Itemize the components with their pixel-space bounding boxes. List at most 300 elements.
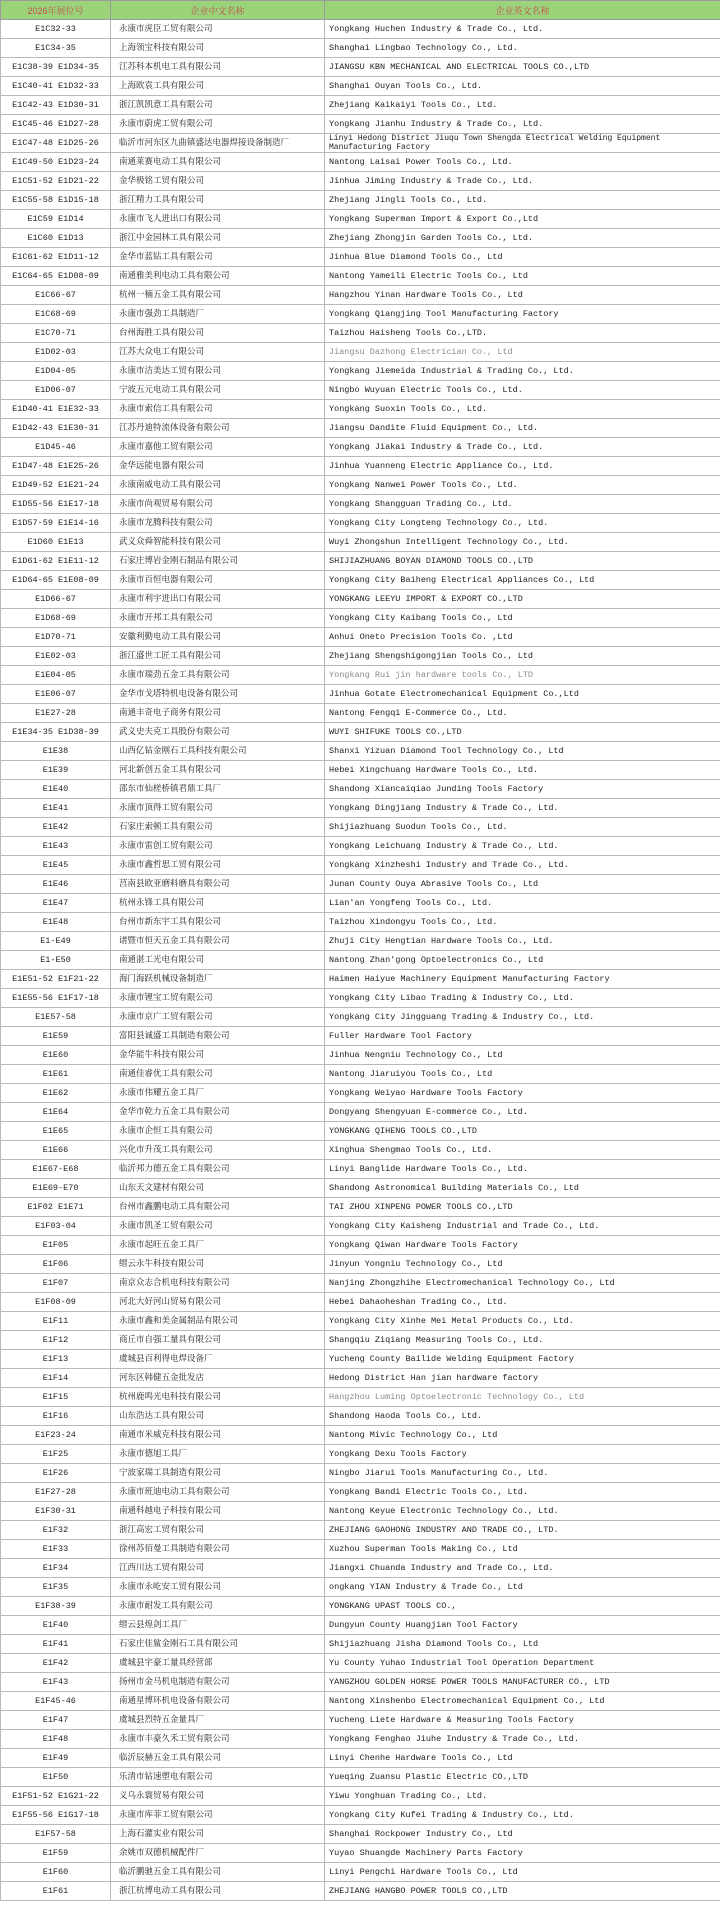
english-name-cell: Yongkang Qiwan Hardware Tools Factory — [325, 1236, 720, 1255]
table-row — [1, 1635, 720, 1654]
chinese-name-cell: 临沂鹏驰五金工具有限公司 — [111, 1863, 325, 1882]
table-row — [1, 894, 720, 913]
table-row — [1, 571, 720, 590]
english-name-cell: Hebei Xingchuang Hardware Tools Co., Ltd. — [325, 761, 720, 780]
table-row — [1, 1597, 720, 1616]
table-row — [1, 590, 720, 609]
table-row — [1, 1426, 720, 1445]
table-row — [1, 1046, 720, 1065]
booth-number-cell: E1E34-35 E1D38-39 — [1, 723, 111, 742]
booth-number-cell: E1C45-46 E1D27-28 — [1, 115, 111, 134]
table-row — [1, 191, 720, 210]
booth-number-cell: E1F23-24 — [1, 1426, 111, 1445]
table-row — [1, 1407, 720, 1426]
table-row — [1, 609, 720, 628]
english-name-cell: Zhuji City Hengtian Hardware Tools Co., Ltd. — [325, 932, 720, 951]
booth-number-cell: E1F45-46 — [1, 1692, 111, 1711]
table-row — [1, 229, 720, 248]
booth-number-cell: E1F43 — [1, 1673, 111, 1692]
english-name-cell: Ningbo Wuyuan Electric Tools Co., Ltd. — [325, 381, 720, 400]
chinese-name-cell: 永康市凯圣工贸有限公司 — [111, 1217, 325, 1236]
chinese-name-cell: 莒南县欧亚磨料磨具有限公司 — [111, 875, 325, 894]
english-name-cell: YONGKANG LEEYU IMPORT & EXPORT CO.,LTD — [325, 590, 720, 609]
chinese-name-cell: 诸暨市恒天五金工具有限公司 — [111, 932, 325, 951]
booth-number-cell: E1-E50 — [1, 951, 111, 970]
english-name-cell: Yongkang Bandi Electric Tools Co., Ltd. — [325, 1483, 720, 1502]
english-name-cell: Xinghua Shengmao Tools Co., Ltd. — [325, 1141, 720, 1160]
table-row — [1, 267, 720, 286]
chinese-name-cell: 永康市伟耀五金工具厂 — [111, 1084, 325, 1103]
booth-number-cell: E1F11 — [1, 1312, 111, 1331]
english-name-cell: Yongkang Leichuang Industry & Trade Co., Ltd. — [325, 837, 720, 856]
booth-number-cell: E1E04-05 — [1, 666, 111, 685]
english-name-cell: Linyi Chenhe Hardware Tools Co., Ltd — [325, 1749, 720, 1768]
english-name-cell: Yongkang City Kaibang Tools Co., Ltd — [325, 609, 720, 628]
table-row — [1, 818, 720, 837]
english-name-cell: Yongkang Suoxin Tools Co., Ltd. — [325, 400, 720, 419]
table-row — [1, 780, 720, 799]
chinese-name-cell: 台州市新东宇工具有限公司 — [111, 913, 325, 932]
table-row — [1, 381, 720, 400]
chinese-name-cell: 武义史夫克工具股份有限公司 — [111, 723, 325, 742]
chinese-name-cell: 永康市丰豪久禾工贸有限公司 — [111, 1730, 325, 1749]
table-row — [1, 533, 720, 552]
table-row — [1, 1559, 720, 1578]
table-row — [1, 1122, 720, 1141]
booth-number-cell: E1E64 — [1, 1103, 111, 1122]
english-name-cell: Ningbo Jiarui Tools Manufacturing Co., Ltd. — [325, 1464, 720, 1483]
booth-number-cell: E1F35 — [1, 1578, 111, 1597]
english-name-cell: Nantong Keyue Electronic Technology Co., Ltd. — [325, 1502, 720, 1521]
booth-number-cell: E1D70-71 — [1, 628, 111, 647]
english-name-cell: Junan County Ouya Abrasive Tools Co., Ltd — [325, 875, 720, 894]
english-name-cell: Jinyun Yongniu Technology Co., Ltd — [325, 1255, 720, 1274]
english-name-cell: Fuller Hardware Tool Factory — [325, 1027, 720, 1046]
booth-number-cell: E1D49-52 E1E21-24 — [1, 476, 111, 495]
english-name-cell: Shijiazhuang Suodun Tools Co., Ltd. — [325, 818, 720, 837]
english-name-cell: Jiangxi Chuanda Industry and Trade Co., Ltd. — [325, 1559, 720, 1578]
table-row — [1, 1844, 720, 1863]
booth-number-cell: E1D66-67 — [1, 590, 111, 609]
english-name-cell: ongkang YIAN Industry & Trade Co., Ltd — [325, 1578, 720, 1597]
english-name-cell: YONGKANG QIHENG TOOLS CO.,LTD — [325, 1122, 720, 1141]
booth-number-cell: E1C38-39 E1D34-35 — [1, 58, 111, 77]
table-row — [1, 723, 720, 742]
booth-number-cell: E1E41 — [1, 799, 111, 818]
english-name-cell: Lian'an Yongfeng Tools Co., Ltd. — [325, 894, 720, 913]
booth-number-cell: E1E48 — [1, 913, 111, 932]
table-row — [1, 1179, 720, 1198]
english-name-cell: Jinhua Blue Diamond Tools Co., Ltd — [325, 248, 720, 267]
english-name-cell: Linyi Pengchi Hardware Tools Co., Ltd — [325, 1863, 720, 1882]
booth-number-cell: E1C55-58 E1D15-18 — [1, 191, 111, 210]
chinese-name-cell: 安徽利勤电动工具有限公司 — [111, 628, 325, 647]
english-name-cell: WUYI SHIFUKE TOOLS CO.,LTD — [325, 723, 720, 742]
table-row — [1, 343, 720, 362]
english-name-cell: Yucheng County Bailide Welding Equipment Factory — [325, 1350, 720, 1369]
table-row — [1, 362, 720, 381]
booth-number-cell: E1F49 — [1, 1749, 111, 1768]
booth-number-cell: E1F51-52 E1G21-22 — [1, 1787, 111, 1806]
table-row — [1, 761, 720, 780]
table-row — [1, 58, 720, 77]
booth-number-cell: E1D47-48 E1E25-26 — [1, 457, 111, 476]
english-name-cell: Dongyang Shengyuan E-commerce Co., Ltd. — [325, 1103, 720, 1122]
english-name-cell: ZHEJIANG GAOHONG INDUSTRY AND TRADE CO., LTD. — [325, 1521, 720, 1540]
table-row — [1, 742, 720, 761]
table-row — [1, 324, 720, 343]
chinese-name-cell: 江苏丹迪特流体设备有限公司 — [111, 419, 325, 438]
booth-number-cell: E1E27-28 — [1, 704, 111, 723]
booth-number-cell: E1F40 — [1, 1616, 111, 1635]
chinese-name-cell: 河东区韩健五金批发店 — [111, 1369, 325, 1388]
table-row — [1, 1654, 720, 1673]
table-row — [1, 1160, 720, 1179]
table-row — [1, 172, 720, 191]
table-row — [1, 1293, 720, 1312]
booth-number-cell: E1D06-07 — [1, 381, 111, 400]
english-name-cell: Yongkang City Kufei Trading & Industry Co., Ltd. — [325, 1806, 720, 1825]
english-name-cell: Nantong Yameili Electric Tools Co., Ltd — [325, 267, 720, 286]
english-name-cell: Yucheng Liete Hardware & Measuring Tools Factory — [325, 1711, 720, 1730]
booth-number-cell: E1F57-58 — [1, 1825, 111, 1844]
chinese-name-cell: 上海石灌实业有限公司 — [111, 1825, 325, 1844]
english-name-cell: Nantong Zhan'gong Optoelectronics Co., Ltd — [325, 951, 720, 970]
table-row — [1, 1616, 720, 1635]
english-name-cell: Shanghai Rockpower Industry Co., Ltd — [325, 1825, 720, 1844]
table-row — [1, 856, 720, 875]
table-row — [1, 1692, 720, 1711]
booth-number-cell: E1C42-43 E1D30-31 — [1, 96, 111, 115]
chinese-name-cell: 南通市米威克科技有限公司 — [111, 1426, 325, 1445]
chinese-name-cell: 富阳县诚盛工具制造有限公司 — [111, 1027, 325, 1046]
english-name-cell: Nantong Fengqi E-Commerce Co., Ltd. — [325, 704, 720, 723]
booth-number-cell: E1D64-65 E1E08-09 — [1, 571, 111, 590]
table-row — [1, 913, 720, 932]
table-row — [1, 1540, 720, 1559]
chinese-name-cell: 武义众舜智能科技有限公司 — [111, 533, 325, 552]
chinese-name-cell: 浙江高宏工贸有限公司 — [111, 1521, 325, 1540]
chinese-name-cell: 南通星博环机电设备有限公司 — [111, 1692, 325, 1711]
booth-number-cell: E1F15 — [1, 1388, 111, 1407]
table-row — [1, 153, 720, 172]
english-name-cell: Linyi Banglide Hardware Tools Co., Ltd. — [325, 1160, 720, 1179]
english-name-cell: Yongkang Dingjiang Industry & Trade Co., Ltd. — [325, 799, 720, 818]
booth-number-cell: E1D02-03 — [1, 343, 111, 362]
chinese-name-cell: 永康市耐发工具有限公司 — [111, 1597, 325, 1616]
table-row — [1, 1749, 720, 1768]
booth-number-cell: E1F14 — [1, 1369, 111, 1388]
english-name-cell: Nantong Mivic Technology Co., Ltd — [325, 1426, 720, 1445]
booth-number-cell: E1C60 E1D13 — [1, 229, 111, 248]
chinese-name-cell: 永康市开邦工具有限公司 — [111, 609, 325, 628]
table-row — [1, 514, 720, 533]
table-row — [1, 419, 720, 438]
english-name-cell: Jinhua Yuanneng Electric Appliance Co., Ltd. — [325, 457, 720, 476]
table-row — [1, 704, 720, 723]
booth-number-cell: E1C34-35 — [1, 39, 111, 58]
chinese-name-cell: 河北新创五金工具有限公司 — [111, 761, 325, 780]
english-name-cell: Haimen Haiyue Machinery Equipment Manufacturing Factory — [325, 970, 720, 989]
chinese-name-cell: 余姚市双德机械配件厂 — [111, 1844, 325, 1863]
booth-number-cell: E1F25 — [1, 1445, 111, 1464]
booth-number-cell: E1E69-E70 — [1, 1179, 111, 1198]
chinese-name-cell: 永康市鑫和美金属制品有限公司 — [111, 1312, 325, 1331]
booth-number-cell: E1F59 — [1, 1844, 111, 1863]
table-row — [1, 1065, 720, 1084]
booth-number-cell: E1F16 — [1, 1407, 111, 1426]
chinese-name-cell: 山东天文建材有限公司 — [111, 1179, 325, 1198]
booth-number-cell: E1F42 — [1, 1654, 111, 1673]
booth-number-cell: E1D61-62 E1E11-12 — [1, 552, 111, 571]
chinese-name-cell: 江西川达工贸有限公司 — [111, 1559, 325, 1578]
chinese-name-cell: 永康市瑞劲五金工具有限公司 — [111, 666, 325, 685]
booth-number-cell: E1E02-03 — [1, 647, 111, 666]
chinese-name-cell: 兴化市升茂工具有限公司 — [111, 1141, 325, 1160]
chinese-name-cell: 永康市雷创工贸有限公司 — [111, 837, 325, 856]
chinese-name-cell: 永康市索信工具有限公司 — [111, 400, 325, 419]
table-row — [1, 1103, 720, 1122]
table-row — [1, 685, 720, 704]
english-name-cell: Shandong Astronomical Building Materials Co., Ltd — [325, 1179, 720, 1198]
booth-number-cell: E1E62 — [1, 1084, 111, 1103]
table-row — [1, 1198, 720, 1217]
table-row — [1, 286, 720, 305]
booth-number-cell: E1D40-41 E1E32-33 — [1, 400, 111, 419]
table-row — [1, 1502, 720, 1521]
chinese-name-cell: 上海欧袁工具有限公司 — [111, 77, 325, 96]
english-name-cell: Yongkang Jianhu Industry & Trade Co., Ltd. — [325, 115, 720, 134]
chinese-name-cell: 临沂辰赫五金工具有限公司 — [111, 1749, 325, 1768]
chinese-name-cell: 山东浩达工具有限公司 — [111, 1407, 325, 1426]
booth-number-cell: E1C40-41 E1D32-33 — [1, 77, 111, 96]
booth-number-cell: E1C64-65 E1D08-09 — [1, 267, 111, 286]
english-name-cell: Yongkang Dexu Tools Factory — [325, 1445, 720, 1464]
header-booth-number: 2026年展位号 — [1, 1, 111, 20]
table-row — [1, 1483, 720, 1502]
english-name-cell: Yongkang City Libao Trading & Industry Co., Ltd. — [325, 989, 720, 1008]
table-row — [1, 438, 720, 457]
booth-number-cell: E1F61 — [1, 1882, 111, 1901]
english-name-cell: Shijiazhuang Jisha Diamond Tools Co., Ltd — [325, 1635, 720, 1654]
table-row — [1, 951, 720, 970]
english-name-cell: Yongkang Fenghao Jiuhe Industry & Trade Co., Ltd. — [325, 1730, 720, 1749]
chinese-name-cell: 江苏科本机电工具有限公司 — [111, 58, 325, 77]
booth-number-cell: E1D45-46 — [1, 438, 111, 457]
booth-number-cell: E1C70-71 — [1, 324, 111, 343]
english-name-cell: Hebei Dahaoheshan Trading Co., Ltd. — [325, 1293, 720, 1312]
table-row — [1, 1673, 720, 1692]
chinese-name-cell: 永康市尚观贸易有限公司 — [111, 495, 325, 514]
chinese-name-cell: 永康南威电动工具有限公司 — [111, 476, 325, 495]
english-name-cell: Yongkang City Jingguang Trading & Industry Co., Ltd. — [325, 1008, 720, 1027]
english-name-cell: Yongkang Shangguan Trading Co., Ltd. — [325, 495, 720, 514]
chinese-name-cell: 永康市洁美达工贸有限公司 — [111, 362, 325, 381]
booth-number-cell: E1F05 — [1, 1236, 111, 1255]
english-name-cell: JIANGSU KBN MECHANICAL AND ELECTRICAL TOOLS CO.,LTD — [325, 58, 720, 77]
table-row — [1, 1806, 720, 1825]
booth-number-cell: E1E59 — [1, 1027, 111, 1046]
english-name-cell: YONGKANG UPAST TOOLS CO., — [325, 1597, 720, 1616]
booth-number-cell: E1E55-56 E1F17-18 — [1, 989, 111, 1008]
chinese-name-cell: 金华市蓝钻工具有限公司 — [111, 248, 325, 267]
table-row — [1, 1578, 720, 1597]
chinese-name-cell: 永康市鑫哲思工贸有限公司 — [111, 856, 325, 875]
table-row — [1, 875, 720, 894]
english-name-cell: Zhejiang Kaikaiyi Tools Co., Ltd. — [325, 96, 720, 115]
chinese-name-cell: 永康市飞人进出口有限公司 — [111, 210, 325, 229]
chinese-name-cell: 台州海胜工具有限公司 — [111, 324, 325, 343]
booth-number-cell: E1D55-56 E1E17-18 — [1, 495, 111, 514]
table-row — [1, 647, 720, 666]
chinese-name-cell: 南通湛工光电有限公司 — [111, 951, 325, 970]
chinese-name-cell: 金华极铭工贸有限公司 — [111, 172, 325, 191]
booth-number-cell: E1F30-31 — [1, 1502, 111, 1521]
chinese-name-cell: 南通雅美利电动工具有限公司 — [111, 267, 325, 286]
table-row — [1, 476, 720, 495]
booth-number-cell: E1D68-69 — [1, 609, 111, 628]
booth-number-cell: E1F07 — [1, 1274, 111, 1293]
booth-number-cell: E1C68-69 — [1, 305, 111, 324]
booth-number-cell: E1F33 — [1, 1540, 111, 1559]
english-name-cell: Shangqiu Ziqiang Measuring Tools Co., Ltd. — [325, 1331, 720, 1350]
chinese-name-cell: 临沂市河东区九曲镇盛达电器焊接设备制造厂 — [111, 134, 325, 153]
english-name-cell: Hedong District Han jian hardware factory — [325, 1369, 720, 1388]
table-row — [1, 837, 720, 856]
chinese-name-cell: 南通丰奇电子商务有限公司 — [111, 704, 325, 723]
english-name-cell: Yongkang Nanwei Power Tools Co., Ltd. — [325, 476, 720, 495]
booth-number-cell: E1E45 — [1, 856, 111, 875]
table-row — [1, 1236, 720, 1255]
booth-number-cell: E1F48 — [1, 1730, 111, 1749]
chinese-name-cell: 浙江杭博电动工具有限公司 — [111, 1882, 325, 1901]
chinese-name-cell: 上海领宝科技有限公司 — [111, 39, 325, 58]
booth-number-cell: E1-E49 — [1, 932, 111, 951]
booth-number-cell: E1C61-62 E1D11-12 — [1, 248, 111, 267]
chinese-name-cell: 浙江中金园林工具有限公司 — [111, 229, 325, 248]
chinese-name-cell: 石家庄佳鲨金刚石工具有限公司 — [111, 1635, 325, 1654]
english-name-cell: Yongkang City Kaisheng Industrial and Trade Co., Ltd. — [325, 1217, 720, 1236]
english-name-cell: Xuzhou Superman Tools Making Co., Ltd — [325, 1540, 720, 1559]
table-row — [1, 1217, 720, 1236]
english-name-cell: Yueqing Zuansu Plastic Electric CO.,LTD — [325, 1768, 720, 1787]
booth-number-cell: E1E67-E68 — [1, 1160, 111, 1179]
table-row — [1, 400, 720, 419]
table-row — [1, 1008, 720, 1027]
chinese-name-cell: 山西亿钻金刚石工具科技有限公司 — [111, 742, 325, 761]
chinese-name-cell: 徐州苏佰曼工具制造有限公司 — [111, 1540, 325, 1559]
english-name-cell: Yongkang City Xinhe Mei Metal Products Co., Ltd. — [325, 1312, 720, 1331]
booth-number-cell: E1D57-59 E1E14-16 — [1, 514, 111, 533]
chinese-name-cell: 金华远能电器有限公司 — [111, 457, 325, 476]
english-name-cell: Yongkang Jiemeida Industrial & Trading Co., Ltd. — [325, 362, 720, 381]
english-name-cell: Yiwu Yonghuan Trading Co., Ltd. — [325, 1787, 720, 1806]
booth-number-cell: E1C47-48 E1D25-26 — [1, 134, 111, 153]
table-row — [1, 115, 720, 134]
chinese-name-cell: 浙江凯凯意工具有限公司 — [111, 96, 325, 115]
english-name-cell: Jiangsu Dazhong Electrician Co., Ltd — [325, 343, 720, 362]
table-row — [1, 1084, 720, 1103]
table-row — [1, 1730, 720, 1749]
english-name-cell: Nantong Laisai Power Tools Co., Ltd. — [325, 153, 720, 172]
booth-number-cell: E1D60 E1E13 — [1, 533, 111, 552]
chinese-name-cell: 缙云县煌剑工具厂 — [111, 1616, 325, 1635]
chinese-name-cell: 虞城县宇豪工量具经营部 — [111, 1654, 325, 1673]
chinese-name-cell: 杭州一楠五金工具有限公司 — [111, 286, 325, 305]
booth-number-cell: E1E42 — [1, 818, 111, 837]
english-name-cell: Yongkang City Longteng Technology Co., Ltd. — [325, 514, 720, 533]
english-name-cell: Taizhou Xindongyu Tools Co., Ltd. — [325, 913, 720, 932]
booth-number-cell: E1E39 — [1, 761, 111, 780]
chinese-name-cell: 河北大好河山贸易有限公司 — [111, 1293, 325, 1312]
booth-number-cell: E1E51-52 E1F21-22 — [1, 970, 111, 989]
booth-number-cell: E1C51-52 E1D21-22 — [1, 172, 111, 191]
chinese-name-cell: 南通科越电子科技有限公司 — [111, 1502, 325, 1521]
english-name-cell: Yongkang Xinzheshi Industry and Trade Co., Ltd. — [325, 856, 720, 875]
table-row — [1, 495, 720, 514]
chinese-name-cell: 南通佳睿优工具有限公司 — [111, 1065, 325, 1084]
english-name-cell: Yongkang Rui jin hardware tools Co., LTD — [325, 666, 720, 685]
english-name-cell: Anhui Oneto Precision Tools Co. ,Ltd — [325, 628, 720, 647]
chinese-name-cell: 虞城县百利得电焊设备厂 — [111, 1350, 325, 1369]
booth-number-cell: E1F13 — [1, 1350, 111, 1369]
english-name-cell: Shanxi Yizuan Diamond Tool Technology Co., Ltd — [325, 742, 720, 761]
booth-number-cell: E1E47 — [1, 894, 111, 913]
table-row — [1, 989, 720, 1008]
booth-number-cell: E1F60 — [1, 1863, 111, 1882]
booth-number-cell: E1E06-07 — [1, 685, 111, 704]
english-name-cell: Hangzhou Luming Optoelectronic Technology Co., Ltd — [325, 1388, 720, 1407]
english-name-cell: Jinhua Jiming Industry & Trade Co., Ltd. — [325, 172, 720, 191]
booth-number-cell: E1D04-05 — [1, 362, 111, 381]
booth-number-cell: E1F02 E1E71 — [1, 1198, 111, 1217]
table-row — [1, 1388, 720, 1407]
table-row — [1, 20, 720, 39]
chinese-name-cell: 金华能牛科技有限公司 — [111, 1046, 325, 1065]
chinese-name-cell: 永康市百恒电器有限公司 — [111, 571, 325, 590]
chinese-name-cell: 永康市虎臣工贸有限公司 — [111, 20, 325, 39]
table-row — [1, 1882, 720, 1901]
chinese-name-cell: 南通莱赛电动工具有限公司 — [111, 153, 325, 172]
table-row — [1, 552, 720, 571]
english-name-cell: Zhejiang Shengshigongjian Tools Co., Ltd — [325, 647, 720, 666]
table-row — [1, 1350, 720, 1369]
chinese-name-cell: 永康市企恒工具有限公司 — [111, 1122, 325, 1141]
english-name-cell: Shanghai Ouyan Tools Co., Ltd. — [325, 77, 720, 96]
chinese-name-cell: 永康市龙腾科技有限公司 — [111, 514, 325, 533]
booth-number-cell: E1F41 — [1, 1635, 111, 1654]
booth-number-cell: E1E57-58 — [1, 1008, 111, 1027]
table-row — [1, 96, 720, 115]
chinese-name-cell: 浙江盛世工匠工具有限公司 — [111, 647, 325, 666]
chinese-name-cell: 石家庄博岩金刚石制品有限公司 — [111, 552, 325, 571]
booth-number-cell: E1E43 — [1, 837, 111, 856]
table-row — [1, 1787, 720, 1806]
booth-number-cell: E1E46 — [1, 875, 111, 894]
booth-number-cell: E1E66 — [1, 1141, 111, 1160]
chinese-name-cell: 临沂邦力德五金工具有限公司 — [111, 1160, 325, 1179]
booth-number-cell: E1E60 — [1, 1046, 111, 1065]
booth-number-cell: E1F03-04 — [1, 1217, 111, 1236]
booth-number-cell: E1F32 — [1, 1521, 111, 1540]
chinese-name-cell: 永康市顶得工贸有限公司 — [111, 799, 325, 818]
booth-number-cell: E1D42-43 E1E30-31 — [1, 419, 111, 438]
table-row — [1, 628, 720, 647]
chinese-name-cell: 永康市嘉他工贸有限公司 — [111, 438, 325, 457]
chinese-name-cell: 商丘市自强工量具有限公司 — [111, 1331, 325, 1350]
english-name-cell: Zhejiang Zhongjin Garden Tools Co., Ltd. — [325, 229, 720, 248]
chinese-name-cell: 邵东市仙槎桥镇君鼎工具厂 — [111, 780, 325, 799]
